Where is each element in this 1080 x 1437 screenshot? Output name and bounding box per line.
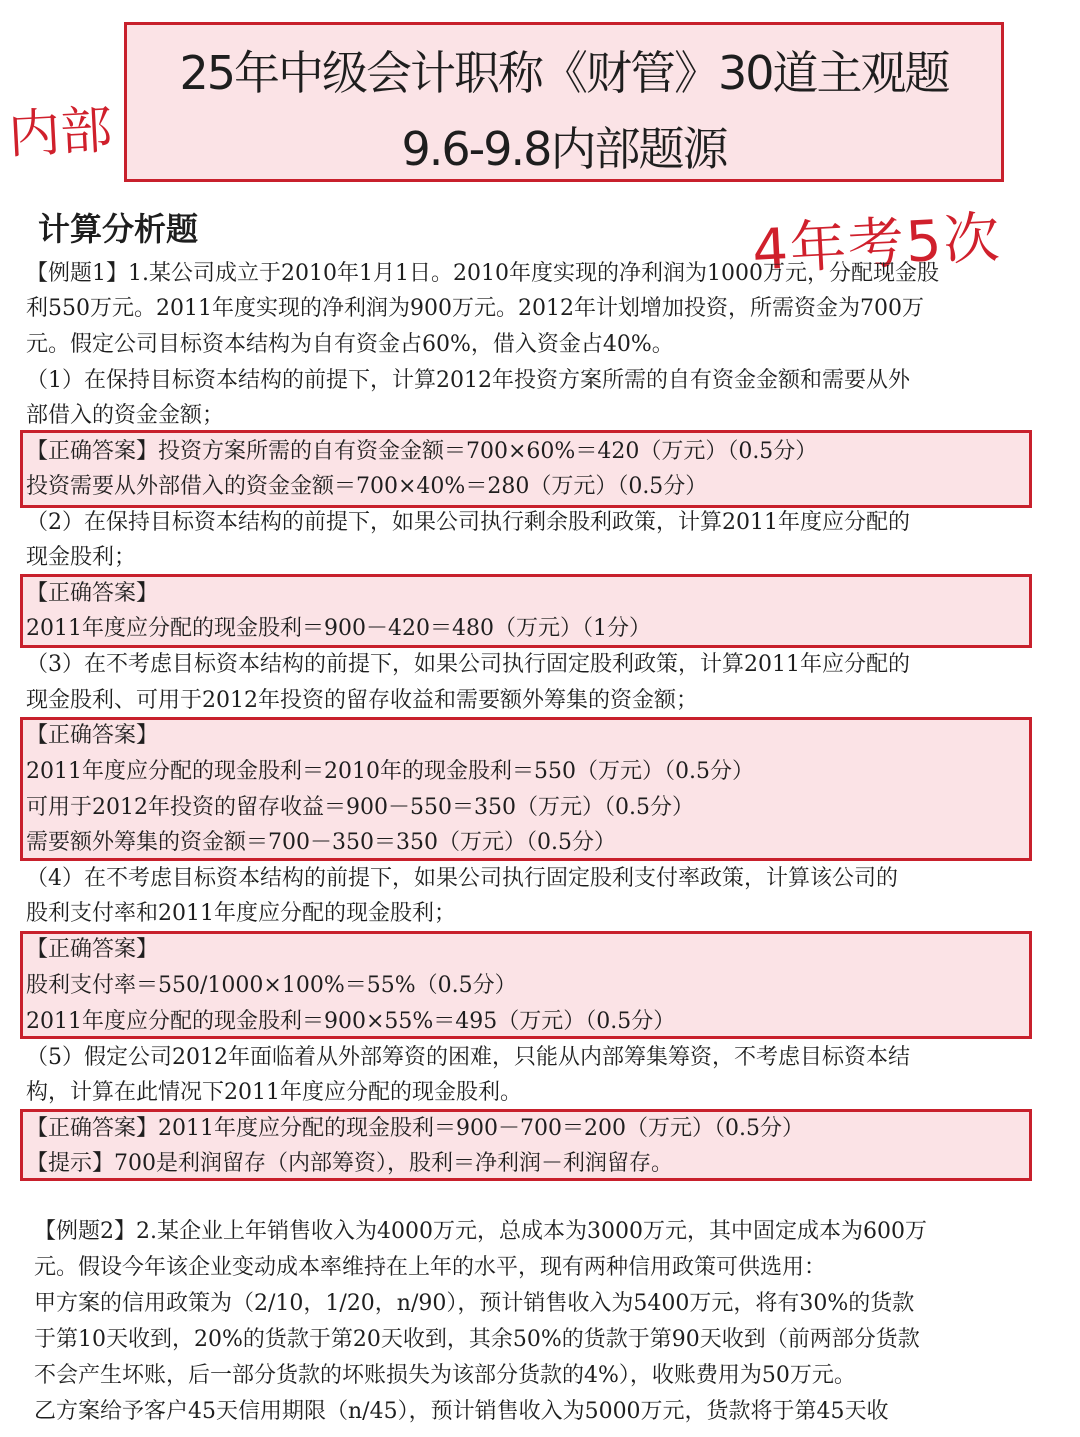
answer-1-line: 投资需要从外部借入的资金金额＝700×40%＝280（万元）（0.5分） <box>26 474 708 499</box>
example2-line: 【例题2】2.某企业上年销售收入为4000万元，总成本为3000万元，其中固定成本为600万 <box>34 1219 927 1244</box>
question-3-line: 现金股利、可用于2012年投资的留存收益和需要额外筹集的资金额； <box>26 688 698 713</box>
question-5-line: （5）假定公司2012年面临着从外部筹资的困难，只能从内部筹集筹资，不考虑目标资本结 <box>26 1045 910 1070</box>
question-5-line: 构，计算在此情况下2011年度应分配的现金股利。 <box>26 1080 522 1105</box>
example2-line: 不会产生坏账，后一部分货款的坏账损失为该部分货款的4%），收账费用为50万元。 <box>34 1363 856 1388</box>
question-3-line: （3）在不考虑目标资本结构的前提下，如果公司执行固定股利政策，计算2011年应分配的 <box>26 652 910 677</box>
answer-3-line: 2011年度应分配的现金股利＝2010年的现金股利＝550（万元）（0.5分） <box>26 759 754 784</box>
question-2-line: 现金股利； <box>26 545 137 570</box>
section-title: 计算分析题 <box>38 210 199 248</box>
answer-3-line: 可用于2012年投资的留存收益＝900－550＝350（万元）（0.5分） <box>26 795 694 820</box>
hint-line: 【提示】700是利润留存（内部筹资），股利＝净利润－利润留存。 <box>26 1151 673 1176</box>
example2-line: 于第10天收到，20%的货款于第20天收到，其余50%的货款于第90天收到（前两部分货款 <box>34 1327 920 1352</box>
example1-intro-line: 利550万元。2011年度实现的净利润为900万元。2012年计划增加投资，所需资金为700万 <box>26 296 924 321</box>
handwritten-note-right: 4年考5次 <box>750 205 1004 284</box>
answer-2-line: 2011年度应分配的现金股利＝900－420＝480（万元）（1分） <box>26 616 651 641</box>
example1-intro-line: 【例题1】1.某公司成立于2010年1月1日。2010年度实现的净利润为1000万元，分配现金股 <box>26 261 939 286</box>
example1-intro-line: 元。假定公司目标资本结构为自有资金占60%，借入资金占40%。 <box>26 332 674 357</box>
answer-4-line: 【正确答案】 <box>26 937 159 962</box>
example2-line: 元。假设今年该企业变动成本率维持在上年的水平，现有两种信用政策可供选用： <box>34 1255 827 1280</box>
title-banner <box>124 22 1004 182</box>
page-title: 25年中级会计职称《财管》30道主观题 <box>179 46 949 100</box>
question-1-line: （1）在保持目标资本结构的前提下，计算2012年投资方案所需的自有资金金额和需要从外 <box>26 368 910 393</box>
page-subtitle: 9.6-9.8内部题源 <box>401 122 727 176</box>
example2-line: 乙方案给予客户45天信用期限（n/45），预计销售收入为5000万元，货款将于第45天收 <box>34 1399 889 1424</box>
example2-line: 甲方案的信用政策为（2/10，1/20，n/90），预计销售收入为5400万元，将有30%的货款 <box>34 1291 915 1316</box>
answer-4-line: 股利支付率＝550/1000×100%＝55%（0.5分） <box>26 973 517 998</box>
answer-2-line: 【正确答案】 <box>26 581 159 606</box>
question-1-line: 部借入的资金金额； <box>26 403 225 428</box>
question-4-line: （4）在不考虑目标资本结构的前提下，如果公司执行固定股利支付率政策，计算该公司的 <box>26 866 899 891</box>
answer-1-line: 【正确答案】投资方案所需的自有资金金额＝700×60%＝420（万元）（0.5分） <box>26 439 818 464</box>
question-4-line: 股利支付率和2011年度应分配的现金股利； <box>26 901 456 926</box>
question-2-line: （2）在保持目标资本结构的前提下，如果公司执行剩余股利政策，计算2011年度应分配的 <box>26 510 910 535</box>
answer-5-line: 【正确答案】2011年度应分配的现金股利＝900－700＝200（万元）（0.5分） <box>26 1116 804 1141</box>
answer-3-line: 【正确答案】 <box>26 723 159 748</box>
answer-4-line: 2011年度应分配的现金股利＝900×55%＝495（万元）（0.5分） <box>26 1009 676 1034</box>
handwritten-note-left: 内部 <box>6 100 114 166</box>
answer-3-line: 需要额外筹集的资金额＝700－350＝350（万元）（0.5分） <box>26 830 616 855</box>
